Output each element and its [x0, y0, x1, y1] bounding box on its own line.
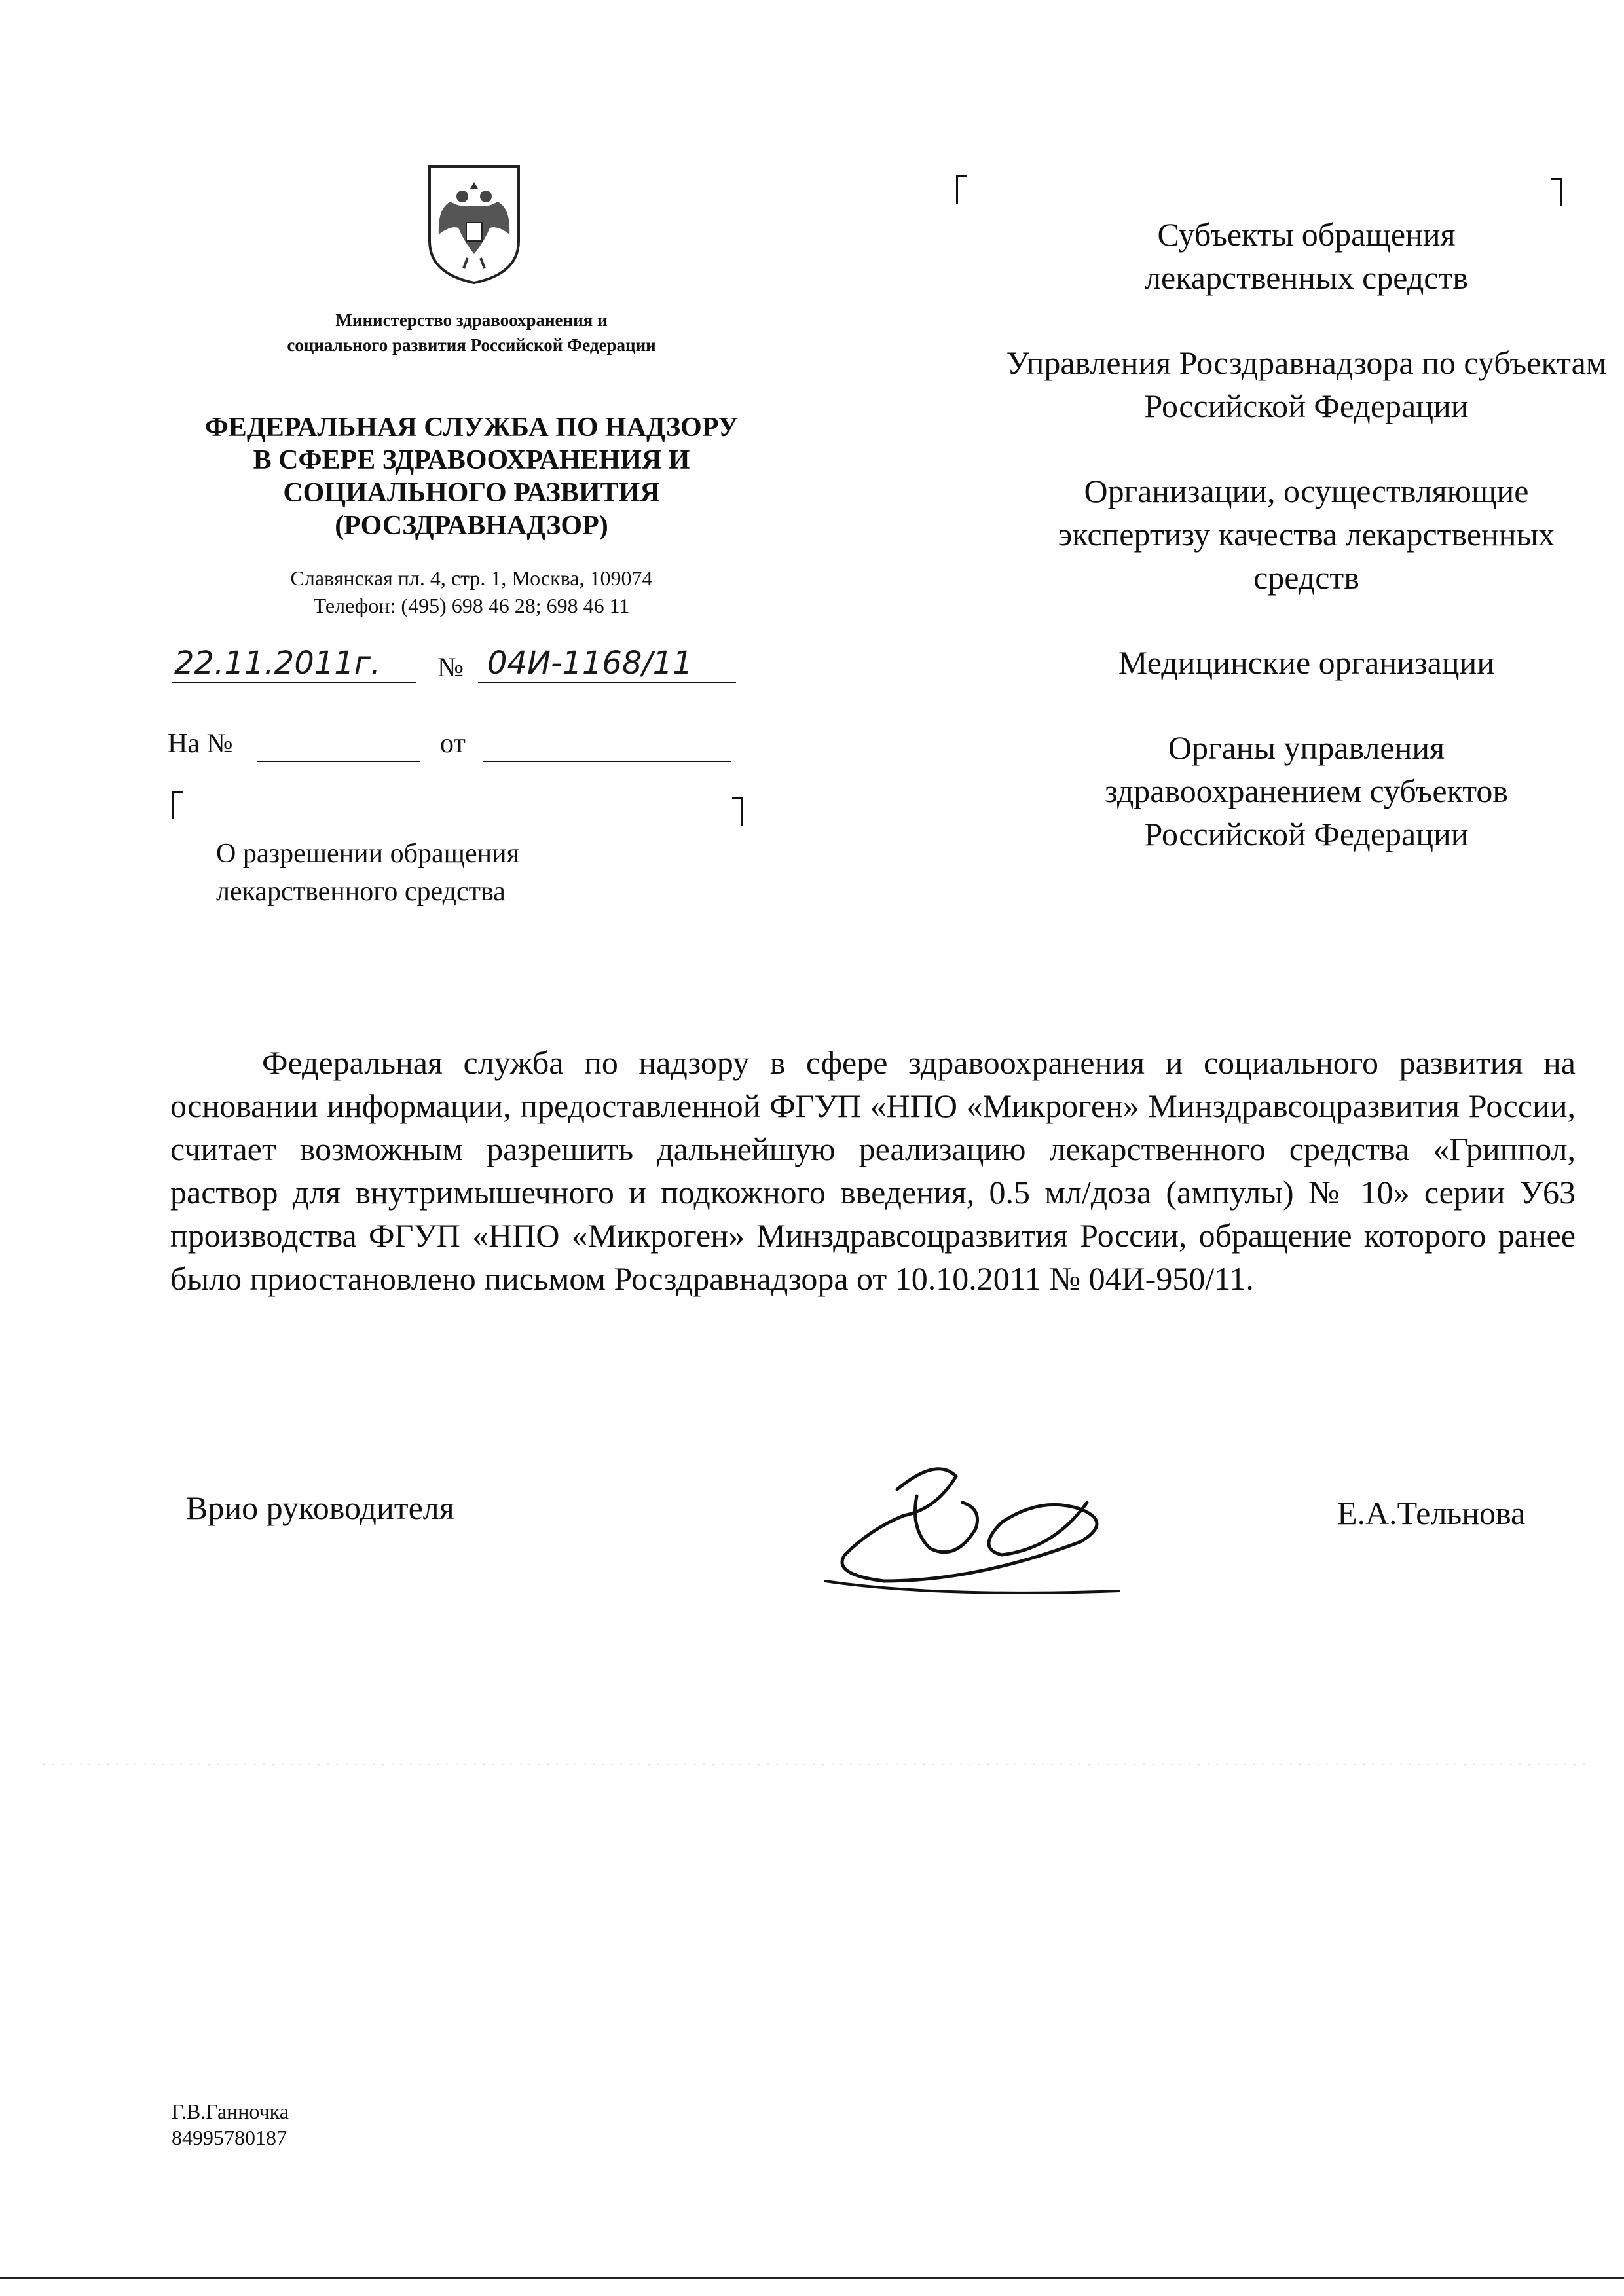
address-corner-right	[1551, 178, 1562, 206]
reference-number-blank	[257, 725, 420, 762]
agency-line-3: СОЦИАЛЬНОГО РАЗВИТИЯ	[283, 478, 660, 508]
address-corner-left	[956, 175, 967, 204]
agency-address	[216, 564, 727, 619]
ministry-line-2: социального развития Российской Федерации	[287, 335, 656, 355]
handwritten-signature	[805, 1450, 1120, 1607]
recipient-3: Организации, осуществляющие экспертизу качества лекарственных средств	[1058, 473, 1555, 596]
reference-number-label: На №	[168, 729, 233, 759]
page-bottom-rule	[0, 2277, 1624, 2279]
phone-line: Телефон: (495) 698 46 28; 698 46 11	[313, 594, 630, 617]
subject-line-1: О разрешении обращения	[216, 839, 519, 869]
signatory-name: Е.А.Тельнова	[1337, 1495, 1526, 1531]
address-line: Славянская пл. 4, стр. 1, Москва, 109074	[290, 566, 653, 590]
subject-corner-left	[172, 791, 183, 819]
letter-subject	[216, 835, 674, 911]
recipient-4: Медицинские организации	[1118, 644, 1495, 681]
agency-line-4: (РОСЗДРАВНАДЗОР)	[335, 511, 608, 541]
executor-phone: 84995780187	[172, 2126, 287, 2149]
signatory-title: Врио руководителя	[186, 1489, 454, 1526]
executor-name: Г.В.Ганночка	[172, 2100, 289, 2123]
ministry-line-1: Министерство здравоохранения и	[335, 310, 608, 330]
reference-date-label: от	[440, 729, 466, 759]
subject-corner-right	[732, 797, 743, 826]
coat-of-arms-icon	[424, 162, 524, 285]
ministry-name	[236, 308, 707, 357]
agency-line-2: В СФЕРЕ ЗДРАВООХРАНЕНИЯ И	[253, 445, 690, 475]
scan-artifact-dots	[39, 1761, 1591, 1768]
subject-line-2: лекарственного средства	[216, 877, 506, 907]
recipient-5: Органы управления здравоохранением субъектов Российской Федерации	[1104, 729, 1509, 852]
registration-number-label: №	[437, 653, 464, 683]
recipient-2: Управления Росздравнадзора по субъектам Российской Федерации	[1006, 344, 1607, 424]
agency-line-1: ФЕДЕРАЛЬНАЯ СЛУЖБА ПО НАДЗОРУ	[204, 412, 739, 443]
recipient-1: Субъекты обращения лекарственных средств	[1145, 216, 1468, 296]
reference-date-blank	[483, 725, 731, 762]
recipients-list	[969, 213, 1624, 898]
agency-name	[164, 411, 779, 542]
registration-number: 04И-1168/11	[478, 645, 736, 683]
letter-body: Федеральная служба по надзору в сфере здравоохранения и социального развития на основании информации, предоставленной ФГУП «НПО «Микроген» Минздравсоцразвития России, считает возможным разрешить дальнейшую реализацию лекарственного средства «Гриппол, раствор для внутримышечного и подкожного введения, 0.5 мл/доза (ампулы) № 10» серии У63 производства ФГУП «НПО «Микроген» Минздравсоцразвития России, обращение которого ранее было приостановлено письмом Росздравнадзора от 10.10.2011 № 04И-950/11.	[170, 1044, 1576, 1297]
registration-date: 22.11.2011г.	[172, 645, 416, 683]
executor-info	[172, 2098, 289, 2151]
